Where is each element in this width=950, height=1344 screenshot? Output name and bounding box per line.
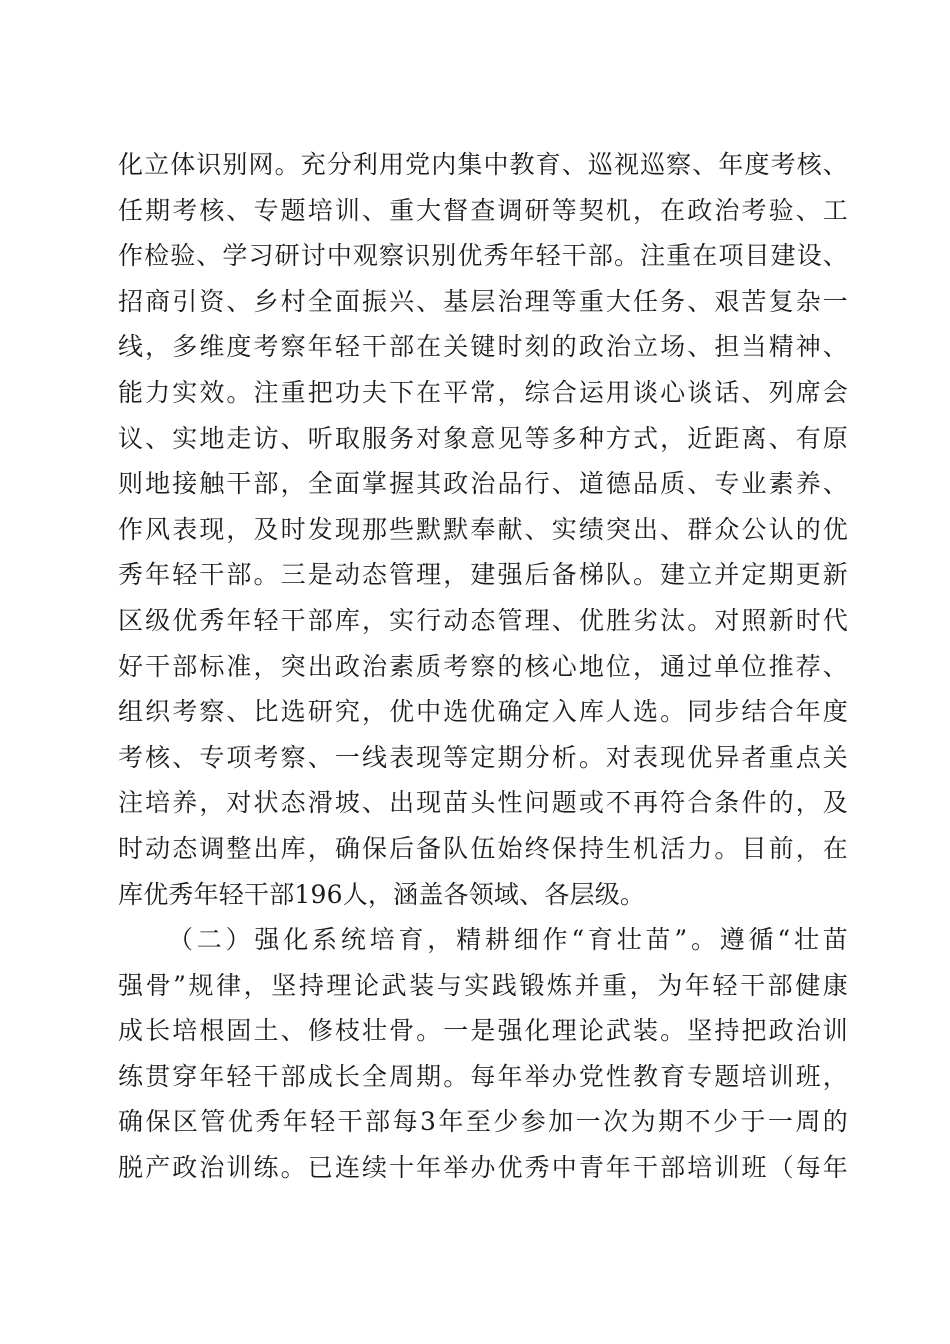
text-line: 线，多维度考察年轻干部在关键时刻的政治立场、担当精神、 bbox=[118, 332, 848, 362]
section-heading-line: （二）强化系统培育，精耕细作“育壮苗”。遵循“壮苗 bbox=[168, 925, 848, 955]
text-line: 脱产政治训练。已连续十年举办优秀中青年干部培训班（每年 bbox=[118, 1153, 848, 1183]
text-line: 能力实效。注重把功夫下在平常，综合运用谈心谈话、列席会 bbox=[118, 377, 848, 407]
text-line: 议、实地走访、听取服务对象意见等多种方式，近距离、有原 bbox=[118, 423, 848, 453]
document-body bbox=[118, 142, 848, 1191]
text-line: 则地接触干部，全面掌握其政治品行、道德品质、专业素养、 bbox=[118, 469, 848, 499]
text-line: 成长培根固土、修枝壮骨。一是强化理论武装。坚持把政治训 bbox=[118, 1016, 848, 1046]
text-line: 秀年轻干部。三是动态管理，建强后备梯队。建立并定期更新 bbox=[118, 560, 848, 590]
text-line: 任期考核、专题培训、重大督查调研等契机，在政治考验、工 bbox=[118, 195, 848, 225]
text-line: 作风表现，及时发现那些默默奉献、实绩突出、群众公认的优 bbox=[118, 514, 848, 544]
text-line: 练贯穿年轻干部成长全周期。每年举办党性教育专题培训班， bbox=[118, 1061, 848, 1091]
text-line: 区级优秀年轻干部库，实行动态管理、优胜劣汰。对照新时代 bbox=[118, 605, 848, 635]
text-line: 注培养，对状态滑坡、出现苗头性问题或不再符合条件的，及 bbox=[118, 788, 848, 818]
text-line: 化立体识别网。充分利用党内集中教育、巡视巡察、年度考核、 bbox=[118, 150, 848, 179]
text-line: 强骨”规律，坚持理论武装与实践锻炼并重，为年轻干部健康 bbox=[118, 970, 848, 1000]
text-line: 时动态调整出库，确保后备队伍始终保持生机活力。目前，在 bbox=[118, 833, 848, 863]
text-line: 招商引资、乡村全面振兴、基层治理等重大任务、艰苦复杂一 bbox=[118, 286, 848, 316]
text-line: 组织考察、比选研究，优中选优确定入库人选。同步结合年度 bbox=[118, 697, 848, 727]
text-line: 考核、专项考察、一线表现等定期分析。对表现优异者重点关 bbox=[118, 742, 848, 772]
text-line: 作检验、学习研讨中观察识别优秀年轻干部。注重在项目建设、 bbox=[118, 241, 848, 271]
text-line: 确保区管优秀年轻干部每3年至少参加一次为期不少于一周的 bbox=[118, 1107, 848, 1137]
text-line: 库优秀年轻干部196人，涵盖各领域、各层级。 bbox=[118, 879, 646, 909]
text-line: 好干部标准，突出政治素质考察的核心地位，通过单位推荐、 bbox=[118, 651, 848, 681]
